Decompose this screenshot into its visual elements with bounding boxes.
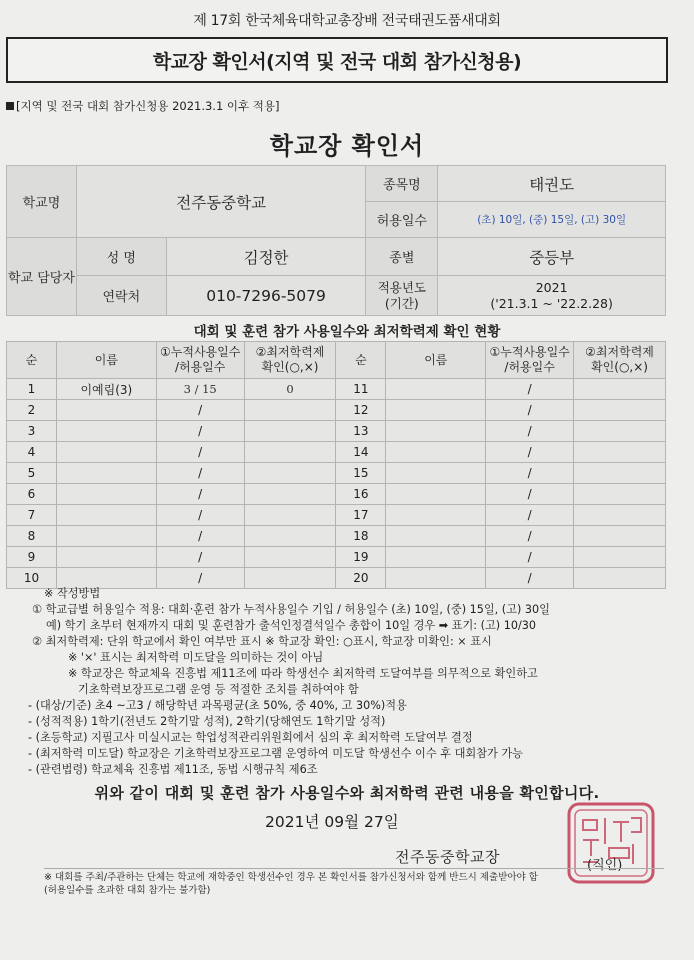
form-title-box — [6, 37, 668, 83]
row-check — [574, 568, 666, 589]
year-value-line2: ('21.3.1 ~ '22.2.28) — [490, 295, 613, 311]
row-no: 15 — [336, 463, 386, 484]
principal-name: 전주동중학교장 — [395, 848, 500, 866]
note-line: - (최저학력 미도달) 학교장은 기초학력보장프로그램 운영하여 미도달 학생선수 이수 후 대회참가 가능 — [28, 747, 523, 760]
row-name — [56, 463, 156, 484]
row-days: / — [486, 400, 574, 421]
year-value — [438, 276, 666, 316]
row-name — [386, 505, 486, 526]
row-days: 3 / 15 — [156, 379, 244, 400]
row-days: / — [486, 568, 574, 589]
row-check — [574, 526, 666, 547]
header-min-1: ②최저학력제 — [585, 345, 654, 359]
row-check — [574, 379, 666, 400]
row-days: / — [156, 421, 244, 442]
row-days: / — [156, 400, 244, 421]
header-min — [574, 342, 666, 379]
row-name — [56, 547, 156, 568]
row-check — [244, 547, 336, 568]
instructions — [28, 586, 550, 778]
row-check — [244, 484, 336, 505]
manager-label: 학교 담당자 — [7, 238, 77, 316]
note-line: - (성적적용) 1학기(전년도 2학기말 성적), 2학기(당해연도 1학기말 성적) — [28, 715, 386, 728]
row-check — [244, 505, 336, 526]
header-min — [244, 342, 336, 379]
row-no: 7 — [7, 505, 57, 526]
row-check — [574, 547, 666, 568]
header-days-1: ①누적사용일수 — [160, 345, 241, 359]
row-name — [56, 400, 156, 421]
row-no: 1 — [7, 379, 57, 400]
row-no: 16 — [336, 484, 386, 505]
document-title: 학교장 확인서 — [269, 132, 425, 160]
table-row — [7, 484, 666, 505]
event-value: 태권도 — [438, 166, 666, 202]
row-name — [386, 484, 486, 505]
note-line: ① 학교급별 허용일수 적용: 대회·훈련 참가 누적사용일수 기입 / 허용일수 (초) 10일, (중) 15일, (고) 30일 — [32, 603, 550, 616]
row-days: / — [156, 547, 244, 568]
row-days: / — [156, 526, 244, 547]
note-line: - (관련법령) 학교체육 진흥법 제11조, 동법 시행규칙 제6조 — [28, 763, 318, 776]
row-no: 20 — [336, 568, 386, 589]
school-info-table — [6, 165, 666, 316]
row-name — [386, 526, 486, 547]
square-bullet-icon — [6, 102, 14, 110]
form-title: 학교장 확인서(지역 및 전국 대회 참가신청용) — [152, 50, 522, 73]
header-min-2: 확인(○,×) — [261, 360, 319, 374]
row-no: 13 — [336, 421, 386, 442]
header-min-1: ②최저학력제 — [255, 345, 325, 359]
row-days: / — [486, 421, 574, 442]
row-no: 3 — [7, 421, 57, 442]
row-no: 12 — [336, 400, 386, 421]
confirmation-statement: 위와 같이 대회 및 훈련 참가 사용일수와 최저학력 관련 내용을 확인합니다. — [94, 784, 600, 802]
header-no: 순 — [336, 342, 386, 379]
event-label: 종목명 — [366, 166, 438, 202]
class-label: 종별 — [366, 238, 438, 276]
row-name — [386, 421, 486, 442]
row-name — [386, 379, 486, 400]
row-check — [244, 421, 336, 442]
year-label-line2: (기간) — [384, 295, 419, 311]
note-line: - (대상/기준) 초4 ~고3 / 해당학년 과목평균(초 50%, 중 40%, 고 30%)적용 — [28, 699, 407, 712]
note-line: 기초학력보장프로그램 운영 등 적절한 조치를 취하여야 함 — [78, 683, 359, 696]
row-check — [574, 421, 666, 442]
header-name: 이름 — [386, 342, 486, 379]
row-no: 5 — [7, 463, 57, 484]
row-name — [386, 547, 486, 568]
note-line: 예) 학기 초부터 현재까지 대회 및 훈련참가 출석인정결석일수 총합이 10일 경우 ➡ 표기: (고) 10/30 — [46, 619, 536, 632]
row-days: / — [156, 568, 244, 589]
application-note — [6, 98, 280, 114]
footnote-line-2: (허용일수를 초과한 대회 참가는 불가함) — [44, 885, 211, 896]
row-days: / — [156, 442, 244, 463]
class-value: 중등부 — [438, 238, 666, 276]
row-days: / — [156, 463, 244, 484]
row-days: / — [486, 379, 574, 400]
note-line: ※ '×' 표시는 최저학력 미도달을 의미하는 것이 아님 — [68, 651, 324, 664]
issue-date: 2021년 09월 27일 — [265, 813, 399, 831]
row-name — [386, 400, 486, 421]
table-row — [7, 463, 666, 484]
table-row — [7, 421, 666, 442]
header-days-2: /허용일수 — [174, 360, 226, 374]
row-no: 6 — [7, 484, 57, 505]
seal-label: (직인) — [587, 858, 623, 873]
row-no: 8 — [7, 526, 57, 547]
row-name — [56, 484, 156, 505]
competition-name: 제 17회 한국체육대학교총장배 전국태권도품새대회 — [193, 13, 501, 29]
row-check — [244, 400, 336, 421]
row-name — [56, 442, 156, 463]
contact-value: 010-7296-5079 — [166, 276, 366, 316]
name-label: 성 명 — [76, 238, 166, 276]
row-name — [56, 421, 156, 442]
row-no: 2 — [7, 400, 57, 421]
row-no: 19 — [336, 547, 386, 568]
footnote-line-1: ※ 대회를 주최/주관하는 단체는 학교에 재학중인 학생선수인 경우 본 확인서를 참가신청서와 함께 반드시 제출받아야 함 — [44, 872, 538, 883]
table-row — [7, 442, 666, 463]
table-row — [7, 547, 666, 568]
footnote — [44, 868, 664, 897]
row-days: / — [486, 484, 574, 505]
header-days-2: /허용일수 — [504, 360, 555, 374]
row-no: 11 — [336, 379, 386, 400]
table-row — [7, 526, 666, 547]
header-min-2: 확인(○,×) — [591, 360, 648, 374]
row-days: / — [486, 463, 574, 484]
note-line: ※ 학교장은 학교체육 진흥법 제11조에 따라 학생선수 최저학력 도달여부를 의무적으로 확인하고 — [68, 667, 538, 680]
row-name — [386, 463, 486, 484]
row-days: / — [486, 505, 574, 526]
year-value-line1: 2021 — [535, 279, 568, 295]
school-label: 학교명 — [7, 166, 77, 238]
header-days — [486, 342, 574, 379]
name-value: 김정한 — [166, 238, 366, 276]
allowed-days-value: (초) 10일, (중) 15일, (고) 30일 — [438, 202, 666, 238]
row-name — [386, 442, 486, 463]
school-value: 전주동중학교 — [76, 166, 366, 238]
row-days: / — [156, 484, 244, 505]
participation-table — [6, 341, 666, 589]
row-no: 4 — [7, 442, 57, 463]
note-line: ※ 작성방법 — [44, 587, 101, 600]
row-check — [574, 484, 666, 505]
row-check — [574, 442, 666, 463]
row-name — [56, 526, 156, 547]
row-days: / — [156, 505, 244, 526]
row-check — [244, 463, 336, 484]
row-no: 9 — [7, 547, 57, 568]
application-note-text: [지역 및 전국 대회 참가신청용 2021.3.1 이후 적용] — [16, 99, 280, 113]
row-days: / — [486, 442, 574, 463]
header-name: 이름 — [56, 342, 156, 379]
note-line: - (초등학교) 지필고사 미실시교는 학업성적관리위원회에서 심의 후 최저학력 도달여부 결정 — [28, 731, 473, 744]
table-row — [7, 400, 666, 421]
row-name: 이예림(3) — [56, 379, 156, 400]
table-row — [7, 379, 666, 400]
contact-label: 연락처 — [76, 276, 166, 316]
note-line: ② 최저학력제: 단위 학교에서 확인 여부만 표시 ※ 학교장 확인: ○표시, 학교장 미확인: × 표시 — [32, 635, 492, 648]
row-check — [574, 463, 666, 484]
year-label — [366, 276, 438, 316]
header-no: 순 — [7, 342, 57, 379]
table-row — [7, 505, 666, 526]
section-title: 대회 및 훈련 참가 사용일수와 최저학력제 확인 현황 — [193, 324, 501, 340]
row-days: / — [486, 526, 574, 547]
row-no: 18 — [336, 526, 386, 547]
allowed-days-label: 허용일수 — [366, 202, 438, 238]
row-check — [574, 505, 666, 526]
header-days — [156, 342, 244, 379]
row-no: 10 — [7, 568, 57, 589]
row-days: / — [486, 547, 574, 568]
row-name — [56, 505, 156, 526]
row-check — [574, 400, 666, 421]
row-no: 14 — [336, 442, 386, 463]
header-days-1: ①누적사용일수 — [489, 345, 570, 359]
row-check: 0 — [244, 379, 336, 400]
row-check — [244, 442, 336, 463]
row-check — [244, 526, 336, 547]
year-label-line1: 적용년도 — [377, 279, 426, 295]
row-no: 17 — [336, 505, 386, 526]
